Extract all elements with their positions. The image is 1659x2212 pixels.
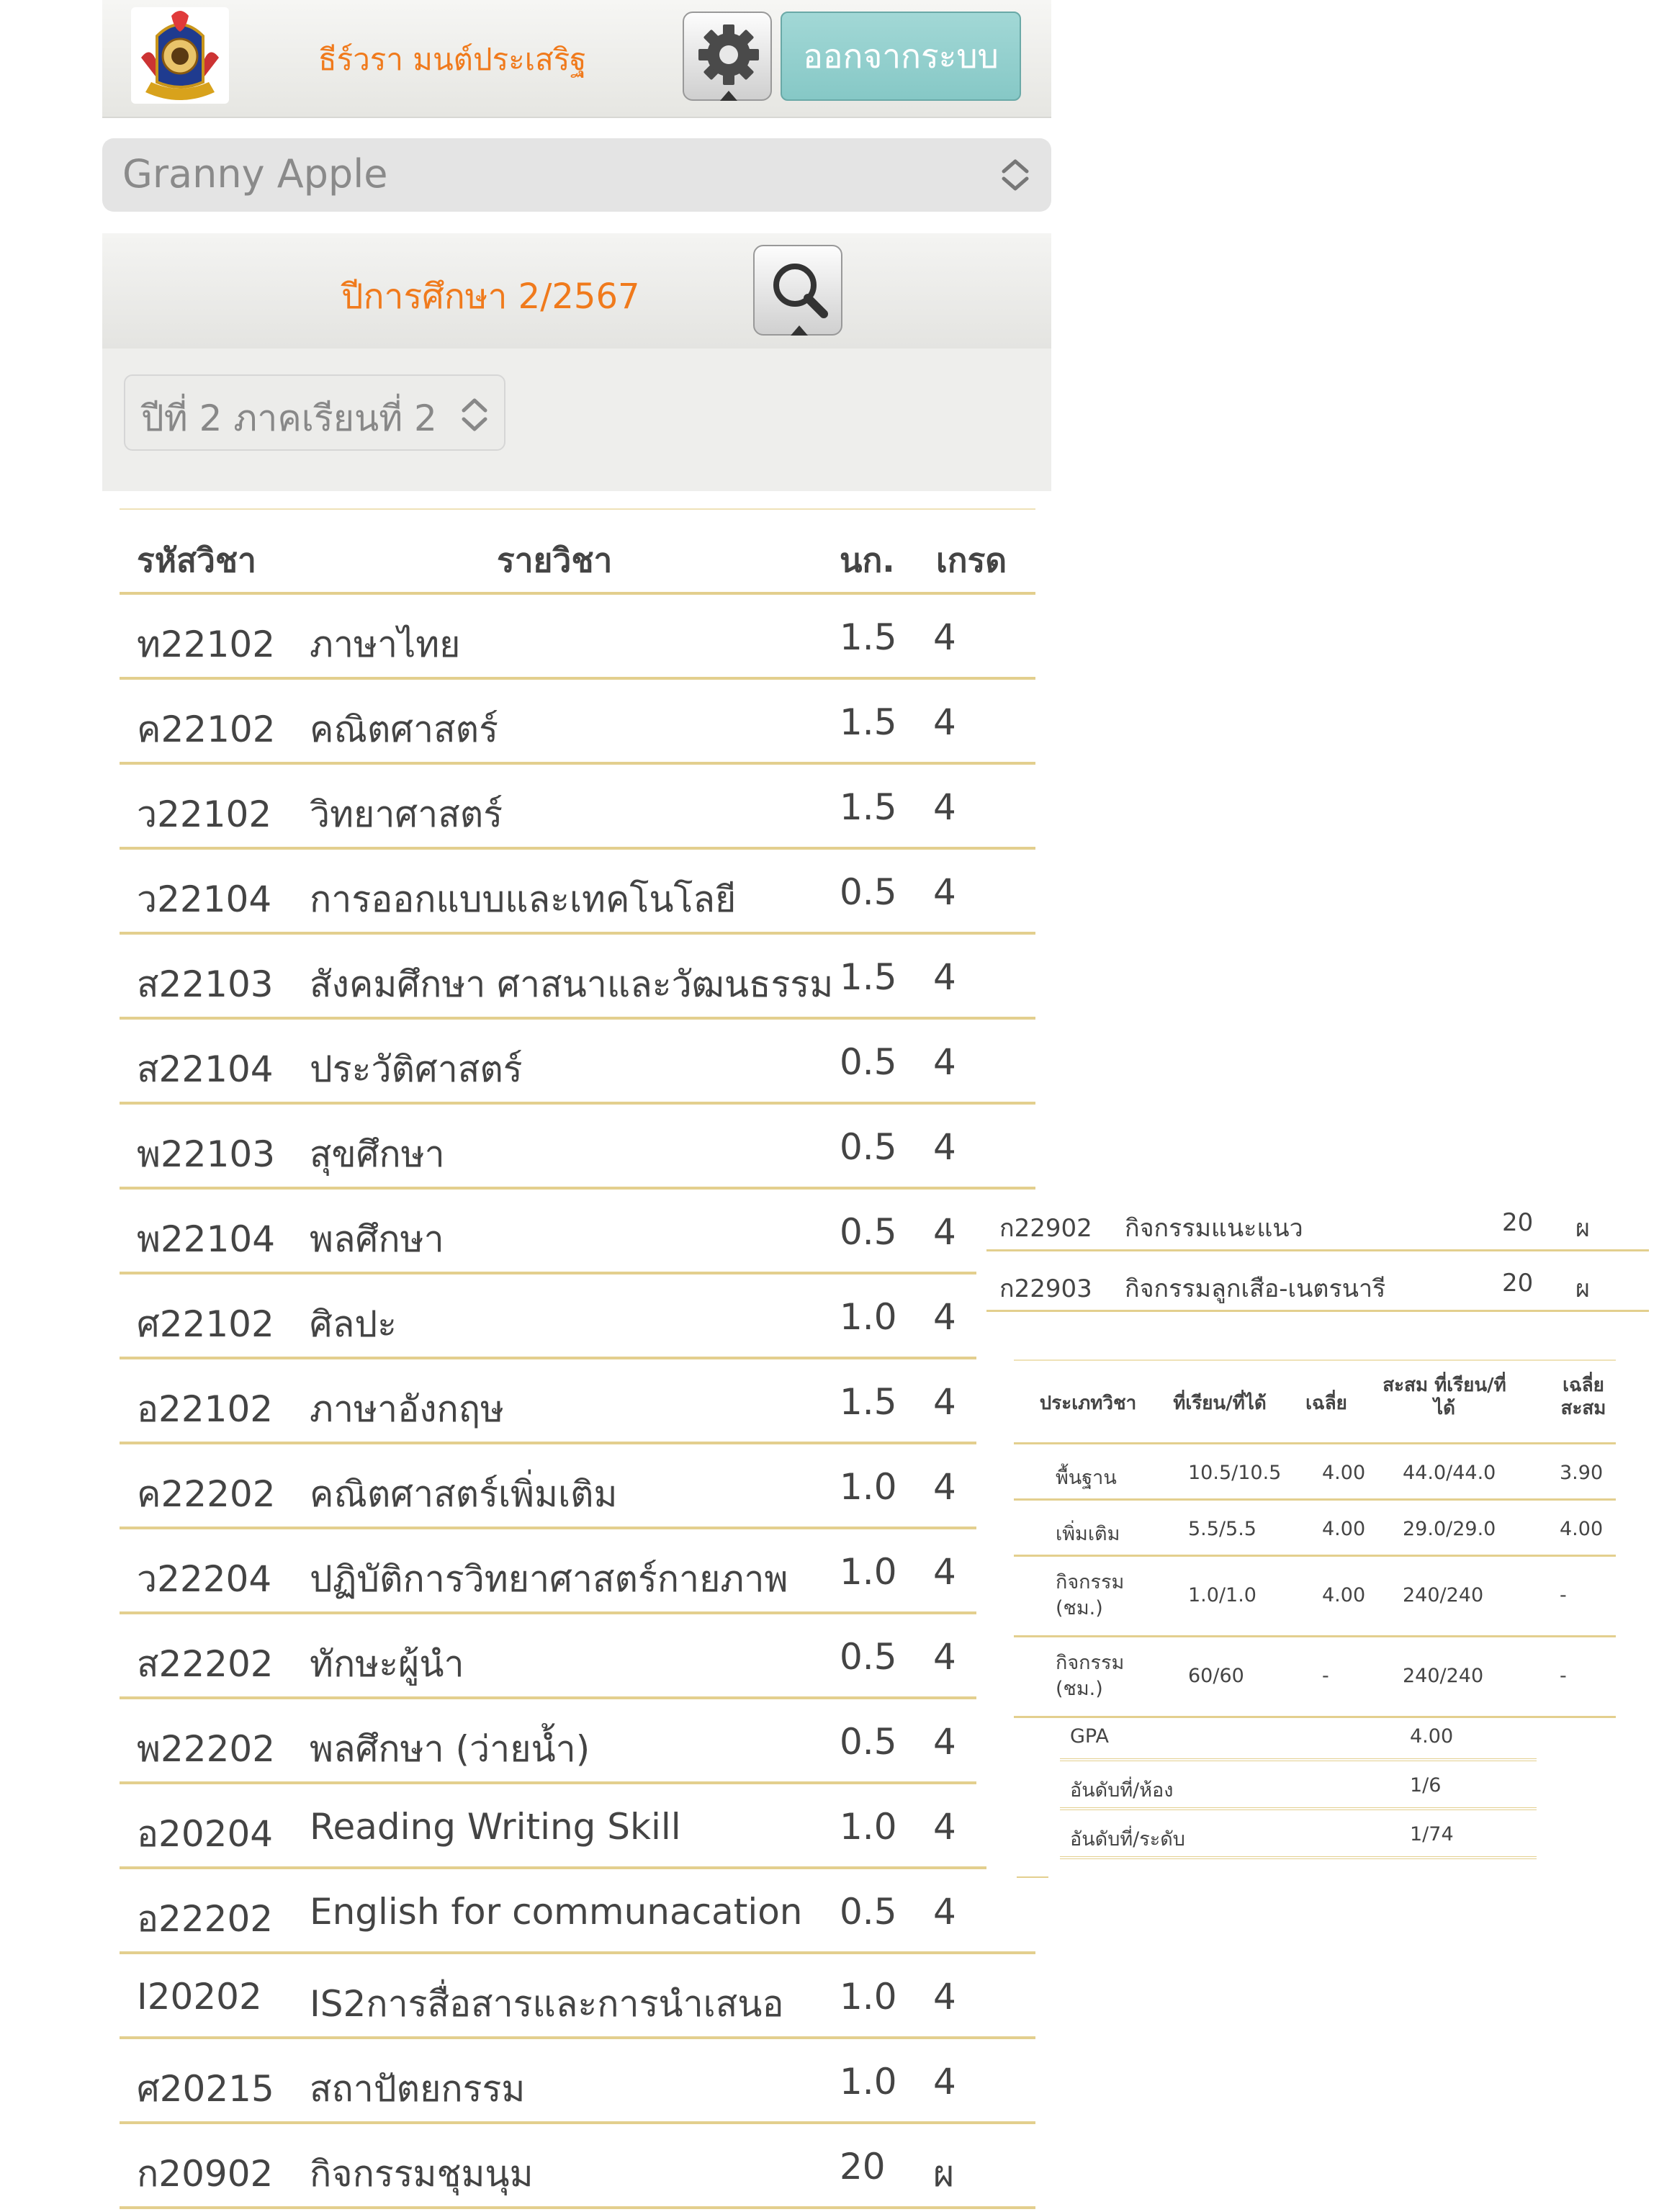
activity-grade: ผ <box>1575 1274 1590 1303</box>
summary-cumulative: 29.0/29.0 <box>1403 1518 1496 1540</box>
subject-code: ว22104 <box>137 878 272 920</box>
chevron-up-down-icon <box>995 154 1035 196</box>
table-row <box>120 1954 1035 2039</box>
summary-type: กิจกรรม (ชม.) <box>1056 1652 1125 1700</box>
subject-code: อ22102 <box>137 1388 274 1430</box>
summary-cumulative: 44.0/44.0 <box>1403 1462 1496 1484</box>
subject-credits: 0.5 <box>840 1041 897 1083</box>
header-credits: นก. <box>840 541 895 580</box>
subject-name: English for communacation <box>310 1891 803 1933</box>
level-rank-row <box>1060 1810 1537 1859</box>
term-select[interactable] <box>124 374 505 451</box>
summary-row <box>1014 1557 1616 1637</box>
summary-cumulative-average: 3.90 <box>1560 1462 1604 1484</box>
academic-year-label: ปีการศึกษา 2/2567 <box>341 276 640 317</box>
subject-grade: ผ <box>933 2153 955 2195</box>
grades-table-header <box>120 508 1035 595</box>
subject-grade: 4 <box>933 616 956 658</box>
user-name: ธีร์วรา มนต์ประเสริฐ <box>318 42 587 77</box>
subject-name: ภาษาอังกฤษ <box>310 1388 505 1430</box>
subject-code: อ22202 <box>137 1898 274 1940</box>
subject-code: ค22102 <box>137 709 276 750</box>
activity-row <box>986 1194 1649 1251</box>
summary-header-cumulative-average: เฉลี่ยสะสม <box>1560 1375 1606 1419</box>
divider <box>1017 1876 1048 1878</box>
subject-credits: 20 <box>840 2146 886 2188</box>
activity-row <box>986 1254 1649 1312</box>
table-row <box>120 2124 1035 2209</box>
subject-grade: 4 <box>933 1976 956 2018</box>
term-select-value: ปีที่ 2 ภาคเรียนที่ 2 <box>141 397 437 439</box>
subject-name: Reading Writing Skill <box>310 1806 681 1848</box>
summary-type: พื้นฐาน <box>1056 1467 1117 1489</box>
subject-code: ว22102 <box>137 793 272 835</box>
table-row <box>120 765 1035 850</box>
subject-credits: 0.5 <box>840 1721 897 1763</box>
grades-table <box>120 508 1035 2209</box>
table-row <box>120 680 1035 765</box>
gpa-table <box>1060 1712 1537 1859</box>
subject-code: ส22104 <box>137 1048 274 1090</box>
summary-average: 4.00 <box>1322 1518 1366 1540</box>
subject-code: ส22202 <box>137 1643 274 1685</box>
summary-header <box>1014 1359 1616 1444</box>
summary-overlay <box>986 1194 1649 1885</box>
subject-grade: 4 <box>933 1296 956 1338</box>
level-rank-label: อันดับที่/ระดับ <box>1070 1828 1185 1851</box>
level-rank-value: 1/74 <box>1410 1823 1454 1845</box>
activity-credits: 20 <box>1502 1269 1534 1298</box>
summary-cumulative-average: - <box>1560 1665 1567 1687</box>
subject-name: ภาษาไทย <box>310 624 461 665</box>
subject-credits: 1.5 <box>840 956 897 998</box>
summary-average: 4.00 <box>1322 1584 1366 1606</box>
summary-average: - <box>1322 1665 1329 1687</box>
subject-credits: 1.0 <box>840 1296 897 1338</box>
table-row <box>120 850 1035 935</box>
subject-code: ส22103 <box>137 963 274 1005</box>
subject-credits: 1.5 <box>840 1381 897 1423</box>
summary-row <box>1014 1637 1616 1718</box>
student-select[interactable] <box>102 138 1051 212</box>
summary-header-cumulative: สะสม ที่เรียน/ที่ได้ <box>1382 1375 1506 1419</box>
subject-grade: 4 <box>933 1211 956 1253</box>
subject-code: ว22204 <box>137 1558 272 1600</box>
header-code: รหัสวิชา <box>137 541 256 580</box>
subject-credits: 1.0 <box>840 1976 897 2018</box>
table-row <box>120 2039 1035 2124</box>
table-row <box>120 1190 976 1274</box>
subject-name: วิทยาศาสตร์ <box>310 793 503 835</box>
subject-credits: 1.5 <box>840 786 897 828</box>
gpa-value: 4.00 <box>1410 1725 1454 1748</box>
subject-name: คณิตศาสตร์เพิ่มเติม <box>310 1473 618 1515</box>
header-name: รายวิชา <box>497 541 613 580</box>
subject-code: ศ22102 <box>137 1303 274 1345</box>
subject-name: ทักษะผู้นำ <box>310 1643 464 1685</box>
activity-grade: ผ <box>1575 1214 1590 1243</box>
subject-name: คณิตศาสตร์ <box>310 709 498 750</box>
subject-grade: 4 <box>933 1126 956 1168</box>
subject-code: พ22202 <box>137 1728 276 1770</box>
summary-cumulative: 240/240 <box>1403 1584 1484 1606</box>
subject-grade: 4 <box>933 1381 956 1423</box>
subject-grade: 4 <box>933 956 956 998</box>
subject-grade: 4 <box>933 1806 956 1848</box>
subject-code: พ22103 <box>137 1133 276 1175</box>
subject-credits: 1.5 <box>840 701 897 743</box>
subject-grade: 4 <box>933 1041 956 1083</box>
subject-name: สถาปัตยกรรม <box>310 2068 526 2110</box>
table-row <box>120 595 1035 680</box>
subject-grade: 4 <box>933 701 956 743</box>
summary-header-type: ประเภทวิชา <box>1039 1393 1137 1414</box>
subject-grade: 4 <box>933 1551 956 1593</box>
subject-name: ศิลปะ <box>310 1303 397 1345</box>
subject-code: I20202 <box>137 1976 262 2018</box>
activity-code: ก22902 <box>999 1214 1092 1243</box>
logout-button[interactable]: ออกจากระบบ <box>781 12 1021 101</box>
subject-code: ก20902 <box>137 2153 274 2195</box>
summary-cumulative: 240/240 <box>1403 1665 1484 1687</box>
header-grade: เกรด <box>936 541 1007 580</box>
subject-credits: 1.0 <box>840 1806 897 1848</box>
summary-header-average: เฉลี่ย <box>1305 1393 1347 1414</box>
gpa-row <box>1060 1712 1537 1761</box>
summary-average: 4.00 <box>1322 1462 1366 1484</box>
summary-header-term: ที่เรียน/ที่ได้ <box>1173 1393 1267 1414</box>
subject-name: ปฏิบัติการวิทยาศาสตร์กายภาพ <box>310 1558 788 1600</box>
table-row <box>120 935 1035 1020</box>
summary-term: 60/60 <box>1188 1665 1244 1687</box>
subject-credits: 0.5 <box>840 1126 897 1168</box>
student-select-value: Granny Apple <box>122 151 388 197</box>
subject-name: กิจกรรมชุมนุม <box>310 2153 534 2195</box>
subject-grade: 4 <box>933 786 956 828</box>
table-row <box>120 1784 1035 1869</box>
table-row <box>120 1020 1035 1105</box>
subject-credits: 1.5 <box>840 616 897 658</box>
subject-credits: 0.5 <box>840 1211 897 1253</box>
table-row <box>120 1105 1035 1190</box>
academic-year-bar <box>102 233 1051 349</box>
summary-row <box>1014 1444 1616 1501</box>
subject-code: ศ20215 <box>137 2068 274 2110</box>
summary-type: เพิ่มเติม <box>1056 1523 1120 1545</box>
subject-grade: 4 <box>933 1636 956 1678</box>
subject-code: พ22104 <box>137 1218 276 1260</box>
subject-name: พลศึกษา (ว่ายน้ำ) <box>310 1728 590 1770</box>
gpa-label: GPA <box>1070 1725 1109 1748</box>
summary-cumulative-average: 4.00 <box>1560 1518 1604 1540</box>
table-row <box>120 1359 976 1444</box>
subject-name: พลศึกษา <box>310 1218 444 1260</box>
subject-name: การออกแบบและเทคโนโลยี <box>310 878 737 920</box>
summary-cumulative-average: - <box>1560 1584 1567 1606</box>
table-row <box>120 1614 976 1699</box>
chevron-up-down-icon <box>457 395 493 435</box>
subject-credits: 1.0 <box>840 1466 897 1508</box>
class-rank-value: 1/6 <box>1410 1774 1442 1797</box>
subject-grade: 4 <box>933 871 956 913</box>
subject-credits: 0.5 <box>840 1636 897 1678</box>
subject-code: อ20204 <box>137 1813 274 1855</box>
class-rank-label: อันดับที่/ห้อง <box>1070 1779 1174 1802</box>
subject-grade: 4 <box>933 2061 956 2103</box>
subject-credits: 0.5 <box>840 871 897 913</box>
subject-name: ประวัติศาสตร์ <box>310 1048 523 1090</box>
table-row <box>120 1869 1035 1954</box>
summary-term: 10.5/10.5 <box>1188 1462 1282 1484</box>
table-row <box>120 1274 976 1359</box>
magnifier-icon <box>755 246 844 337</box>
subject-grade: 4 <box>933 1721 956 1763</box>
table-row <box>120 1529 976 1614</box>
subject-grade: 4 <box>933 1466 956 1508</box>
settings-button[interactable] <box>683 12 772 101</box>
subject-grade: 4 <box>933 1891 956 1933</box>
school-logo <box>131 7 229 104</box>
subject-name: สุขศึกษา <box>310 1133 445 1175</box>
subject-credits: 1.0 <box>840 1551 897 1593</box>
credit-summary-table <box>1014 1359 1616 1718</box>
subject-code: ค22202 <box>137 1473 276 1515</box>
class-rank-row <box>1060 1761 1537 1810</box>
search-button[interactable] <box>753 245 842 336</box>
gear-icon <box>684 13 773 102</box>
subject-code: ท22102 <box>137 624 276 665</box>
table-row <box>120 1444 976 1529</box>
summary-term: 1.0/1.0 <box>1188 1584 1256 1606</box>
app-header <box>102 0 1051 118</box>
table-row <box>120 1699 976 1784</box>
activity-code: ก22903 <box>999 1274 1092 1303</box>
subject-name: IS2การสื่อสารและการนำเสนอ <box>310 1983 784 2025</box>
activity-credits: 20 <box>1502 1208 1534 1237</box>
summary-row <box>1014 1501 1616 1557</box>
activity-name: กิจกรรมแนะแนว <box>1125 1214 1303 1243</box>
summary-type: กิจกรรม (ชม.) <box>1056 1571 1125 1619</box>
activity-name: กิจกรรมลูกเสือ-เนตรนารี <box>1125 1274 1386 1303</box>
summary-term: 5.5/5.5 <box>1188 1518 1256 1540</box>
subject-credits: 0.5 <box>840 1891 897 1933</box>
filter-panel <box>102 233 1051 491</box>
subject-credits: 1.0 <box>840 2061 897 2103</box>
subject-name: สังคมศึกษา ศาสนาและวัฒนธรรม <box>310 963 834 1005</box>
